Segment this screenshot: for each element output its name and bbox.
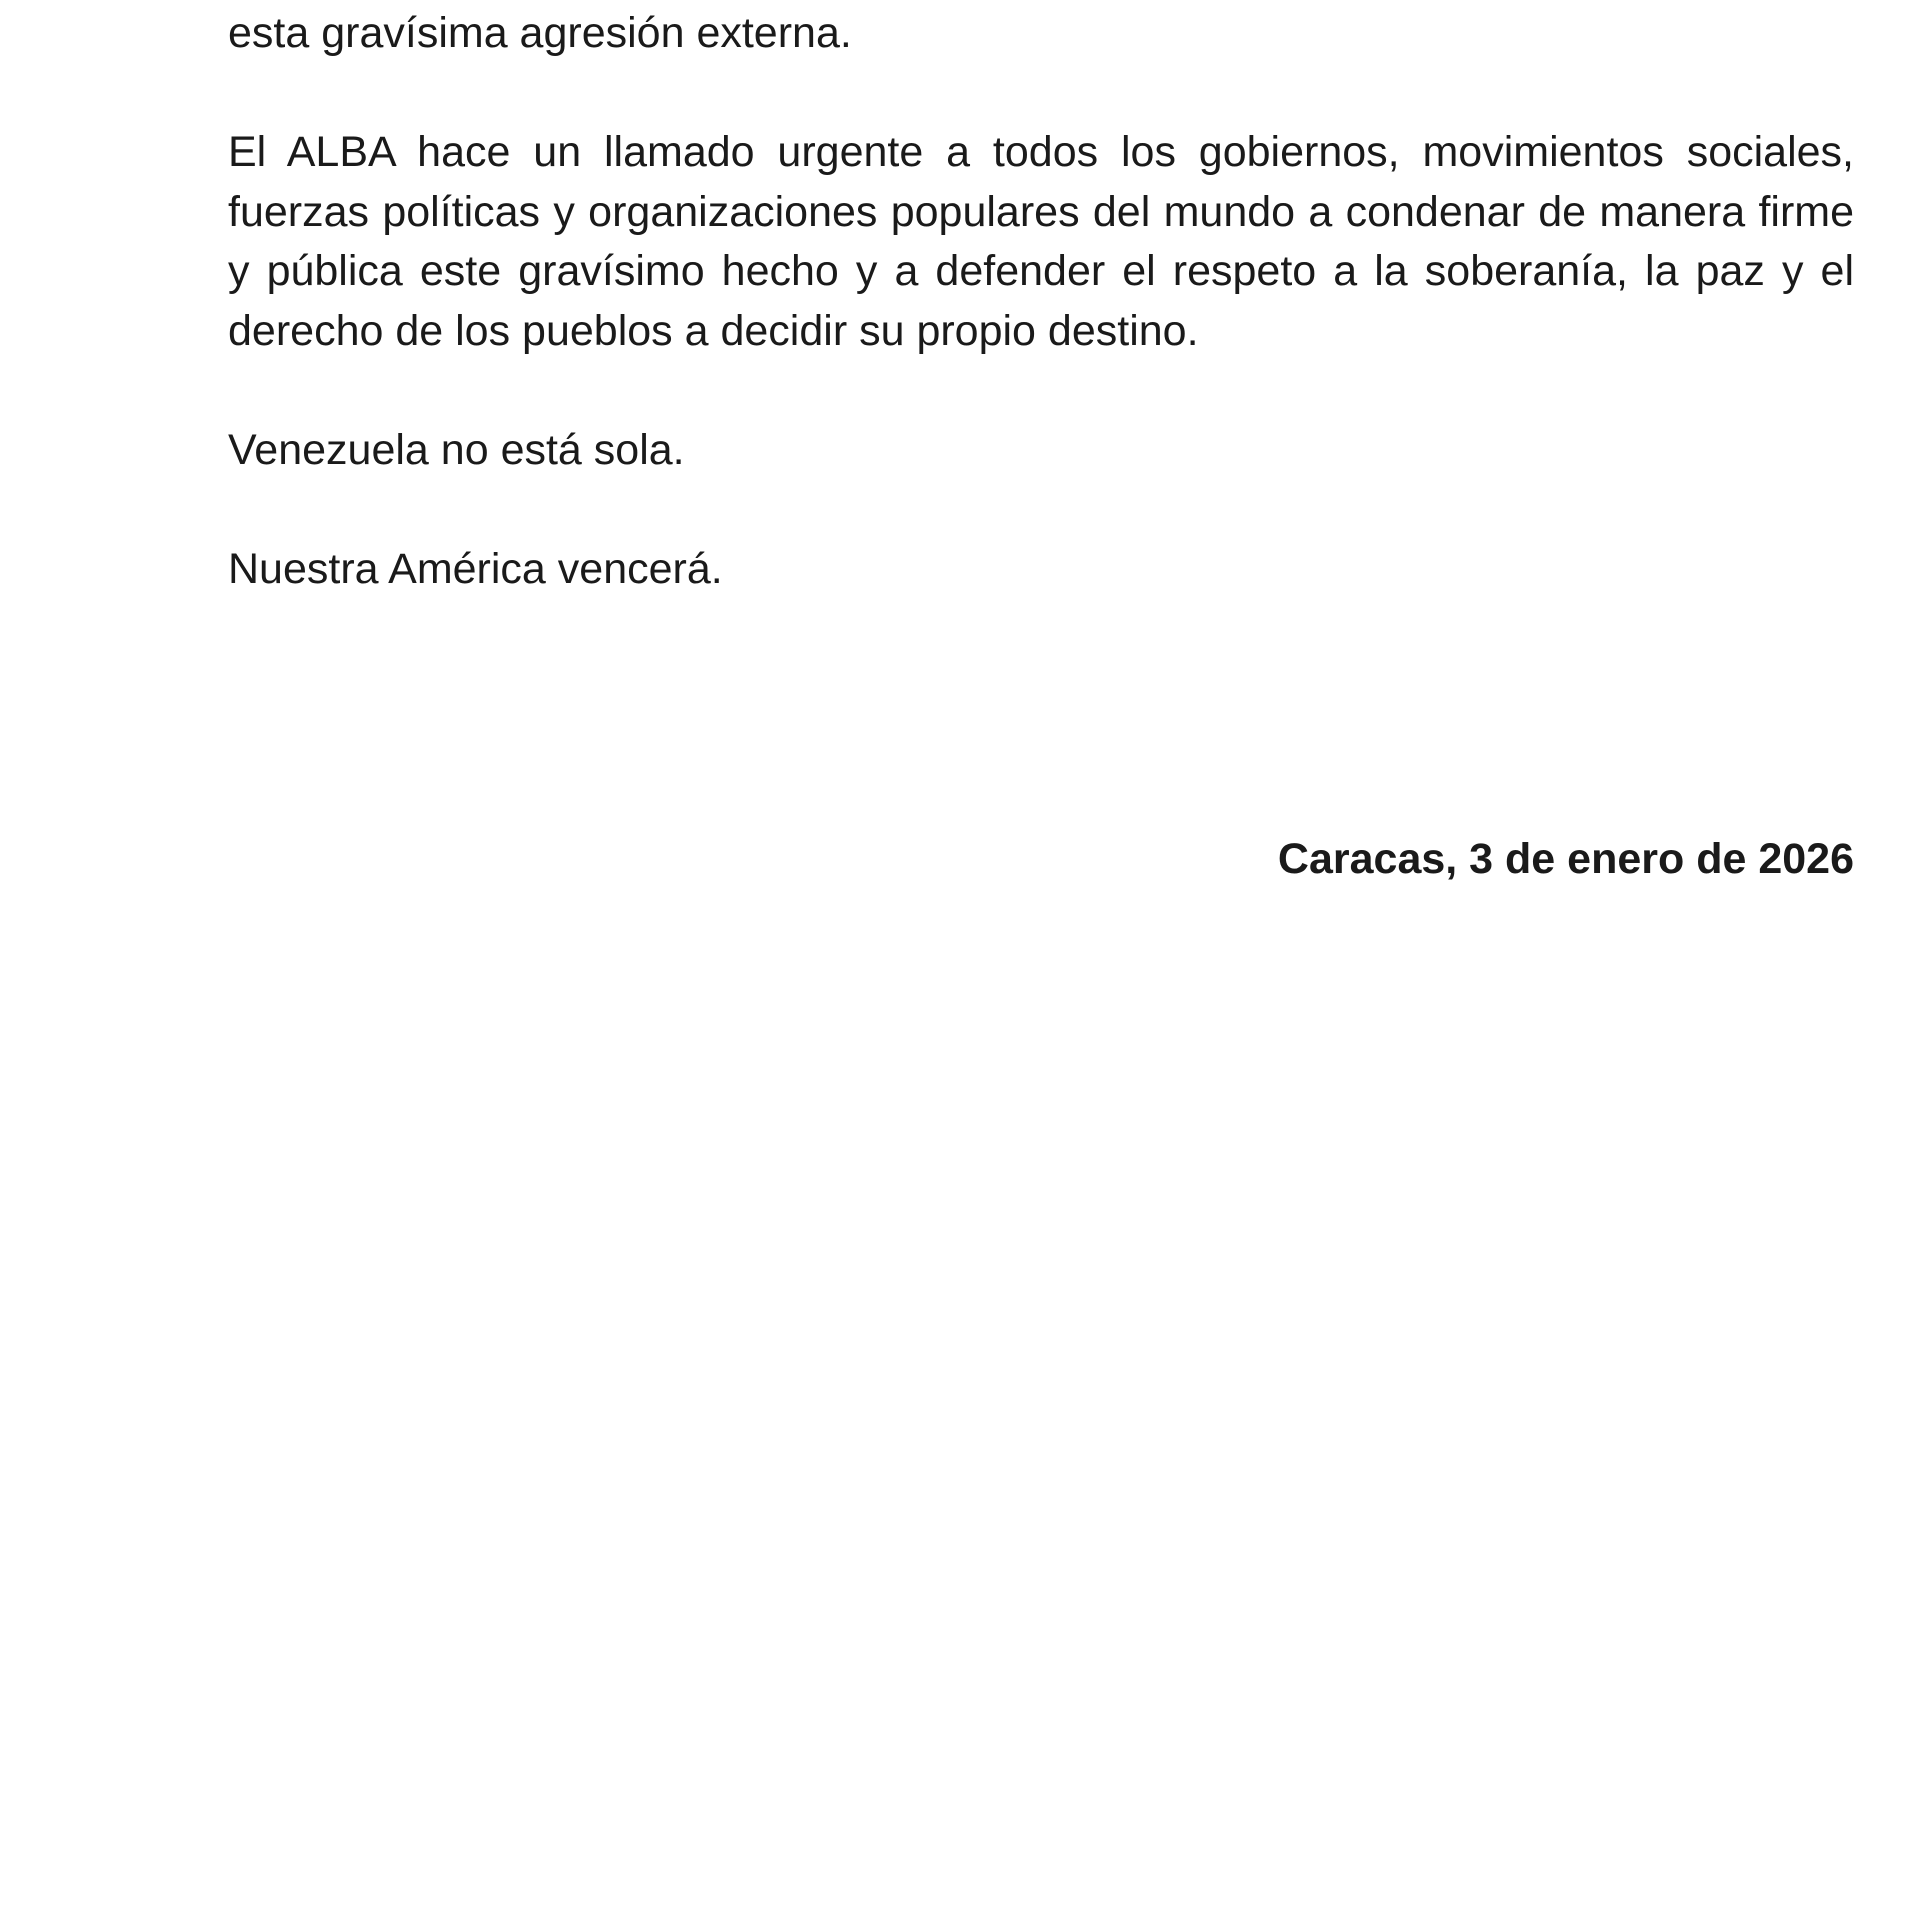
document-body [228, 4, 1854, 599]
signature-date-line: Caracas, 3 de enero de 2026 [1277, 835, 1854, 883]
paragraph-nuestra-america-vencera: Nuestra América vencerá. [228, 544, 723, 593]
paragraph-venezuela-no-esta-sola: Venezuela no está sola. [228, 425, 685, 474]
paragraph-call-to-action: El ALBA hace un llamado urgente a todos los gobiernos, movimientos sociales, fuerzas políticas y organizaciones populares del mundo a condenar de manera firme y pública este gravísimo hecho y a defender el respeto a la soberanía, la paz y el derecho de los pueblos a decidir su propio destino. [228, 128, 1854, 355]
paragraph-first-tail: esta gravísima agresión externa. [228, 9, 852, 57]
